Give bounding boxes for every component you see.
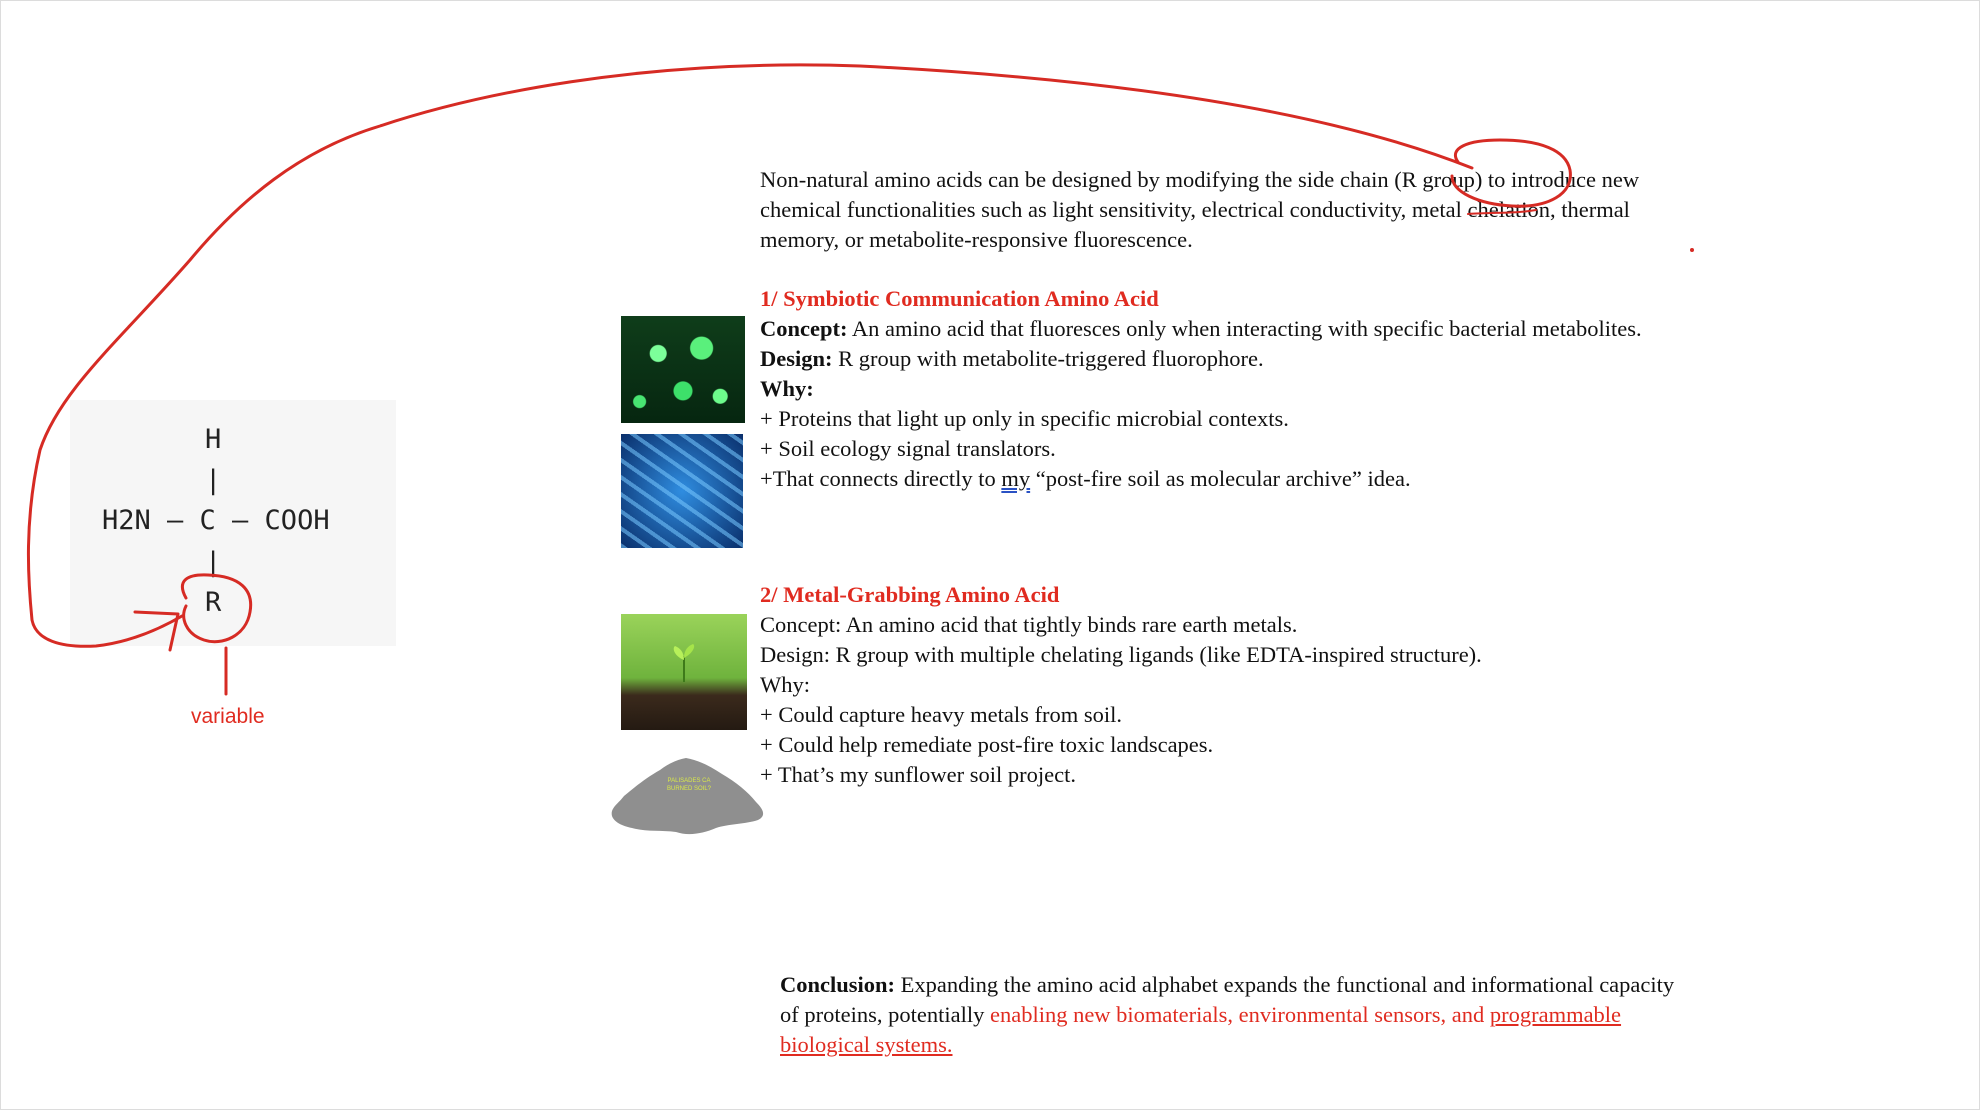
section-1-why: Why: bbox=[760, 376, 814, 401]
section-1-bullet-1: + Proteins that light up only in specific microbial contexts. bbox=[760, 406, 1289, 431]
section-2-why: Why: bbox=[760, 672, 810, 697]
section-2-concept: Concept: An amino acid that tightly binds rare earth metals. bbox=[760, 612, 1298, 637]
conclusion-line-2-red-underline: programmable bbox=[1489, 1002, 1622, 1027]
conclusion-line-3: biological systems. bbox=[780, 1032, 953, 1057]
conclusion-line-2-red: enabling new biomaterials, environmental sensors, and bbox=[989, 1002, 1490, 1027]
section-2-bullet-1: + Could capture heavy metals from soil. bbox=[760, 702, 1122, 727]
section-2-bullet-2: + Could help remediate post-fire toxic landscapes. bbox=[760, 732, 1214, 757]
conclusion-line-2-pre: of proteins, potentially bbox=[780, 1002, 990, 1027]
ink-strike-metal bbox=[1468, 210, 1536, 214]
ink-circle-r bbox=[182, 575, 250, 642]
variable-annotation: variable bbox=[191, 705, 265, 728]
design-label: Design: bbox=[760, 346, 833, 371]
concept-text: An amino acid that fluoresces only when interacting with specific bacterial metabolites. bbox=[847, 316, 1642, 341]
structure-bond-top: | bbox=[205, 465, 222, 496]
concept-label: Concept: bbox=[760, 316, 848, 341]
ink-dot bbox=[1690, 248, 1694, 252]
ink-arc-connector bbox=[28, 65, 1472, 646]
conclusion-text: Expanding the amino acid alphabet expands the functional and informational capacity bbox=[895, 972, 1675, 997]
bullet-3-pre: +That connects directly to bbox=[760, 466, 1002, 491]
section-2-heading: 2/ Metal-Grabbing Amino Acid bbox=[760, 582, 1060, 607]
intro-line-2: chemical functionalities such as light sensitivity, electrical conductivity, metal chelation, thermal bbox=[760, 197, 1630, 222]
ink-circle-r-group bbox=[1452, 140, 1570, 206]
soil-label-line-1: PALISADES CA bbox=[667, 778, 711, 784]
grammar-flag-my[interactable]: my bbox=[1001, 466, 1031, 491]
intro-line-3: memory, or metabolite-responsive fluorescence. bbox=[760, 227, 1193, 252]
section-2-bullet-3: + That’s my sunflower soil project. bbox=[760, 762, 1076, 787]
conclusion-label: Conclusion: bbox=[780, 972, 896, 997]
section-1-heading: 1/ Symbiotic Communication Amino Acid bbox=[760, 286, 1159, 311]
ink-arrow-head bbox=[135, 612, 178, 650]
intro-line-1: Non-natural amino acids can be designed by modifying the side chain (R group) to introduce new bbox=[760, 167, 1640, 192]
design-text: R group with metabolite-triggered fluorophore. bbox=[832, 346, 1264, 371]
structure-r-group: R bbox=[205, 587, 222, 618]
structure-h: H bbox=[205, 424, 222, 455]
bullet-3-post: “post-fire soil as molecular archive” idea. bbox=[1030, 466, 1411, 491]
structure-backbone: H2N – C – COOH bbox=[102, 505, 330, 536]
soil-label-line-2: BURNED SOIL? bbox=[666, 786, 711, 792]
section-2-design: Design: R group with multiple chelating ligands (like EDTA-inspired structure). bbox=[760, 642, 1482, 667]
structure-bond-bottom: | bbox=[205, 547, 222, 578]
section-1-bullet-2: + Soil ecology signal translators. bbox=[760, 436, 1056, 461]
